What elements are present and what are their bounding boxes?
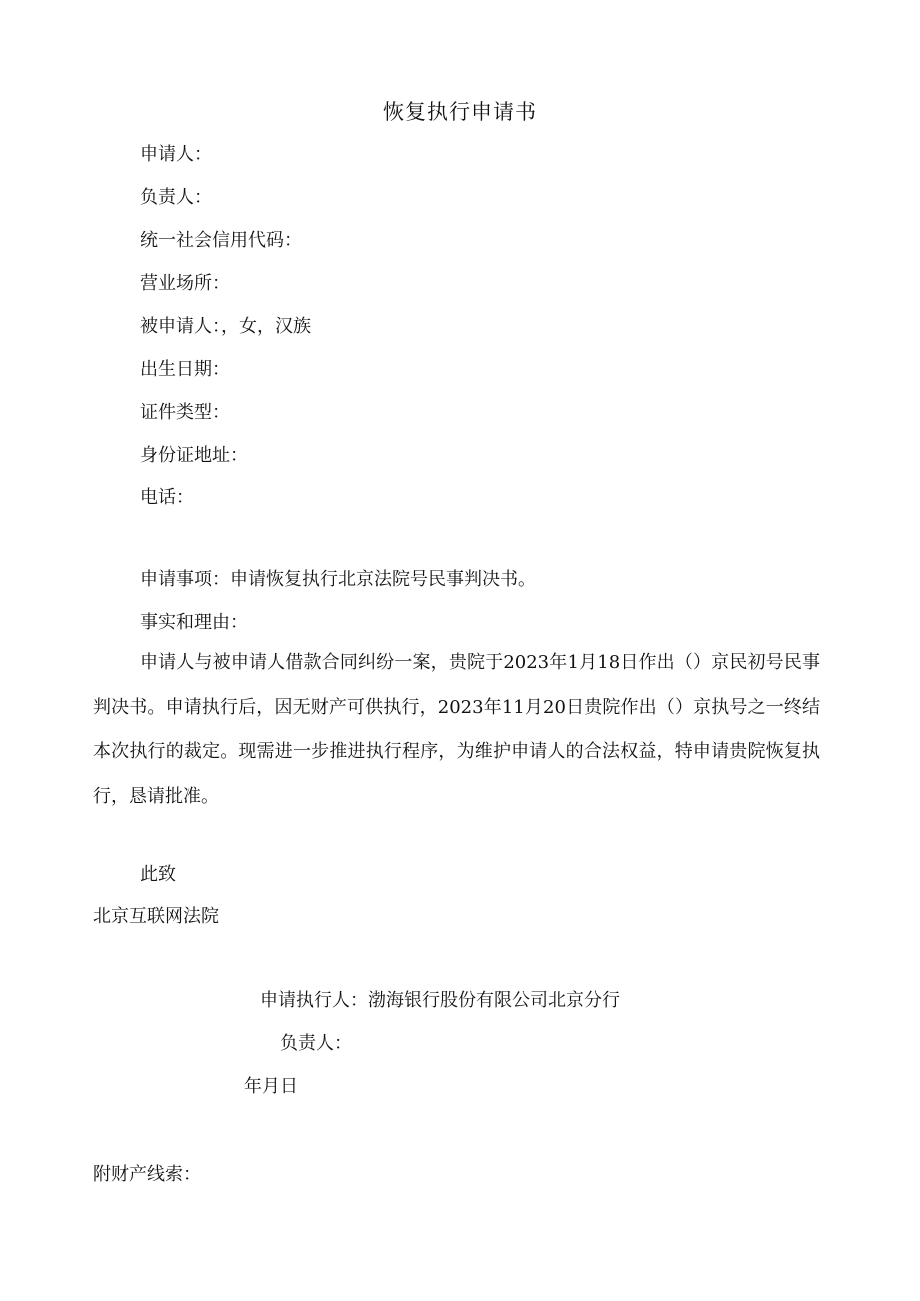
field-business-address: 营业场所： <box>140 273 230 294</box>
court-name: 北京互联网法院 <box>93 906 219 927</box>
attachment-property-clues: 附财产线索： <box>93 1164 201 1185</box>
field-applicant: 申请人： <box>140 144 212 165</box>
field-responsible-person: 负责人： <box>140 187 212 208</box>
request-items: 申请事项：申请恢复执行北京法院号民事判决书。 <box>140 569 536 590</box>
document-title: 恢复执行申请书 <box>383 100 537 124</box>
field-id-type: 证件类型： <box>140 402 230 423</box>
signature-responsible: 负责人： <box>280 1033 352 1054</box>
signature-date: 年月日 <box>244 1076 298 1097</box>
field-id-address: 身份证地址： <box>140 445 248 466</box>
closing-salutation: 此致 <box>140 864 176 885</box>
field-birth-date: 出生日期： <box>140 359 230 380</box>
field-credit-code: 统一社会信用代码： <box>140 230 302 251</box>
facts-body: 申请人与被申请人借款合同纠纷一案，贵院于2023年1月18日作出（）京民初号民事判决书。申请执行后，因无财产可供执行，2023年11月20日贵院作出（）京执号之一终结本次执行的裁定。现需进一步推进执行程序，为维护申请人的合法权益，特申请贵院恢复执行，恳请批准。 <box>93 652 820 807</box>
signature-applicant: 申请执行人：渤海银行股份有限公司北京分行 <box>260 990 620 1011</box>
facts-heading: 事实和理由： <box>140 612 248 633</box>
field-phone: 电话： <box>140 487 194 508</box>
field-respondent: 被申请人：，女，汉族 <box>140 316 311 337</box>
